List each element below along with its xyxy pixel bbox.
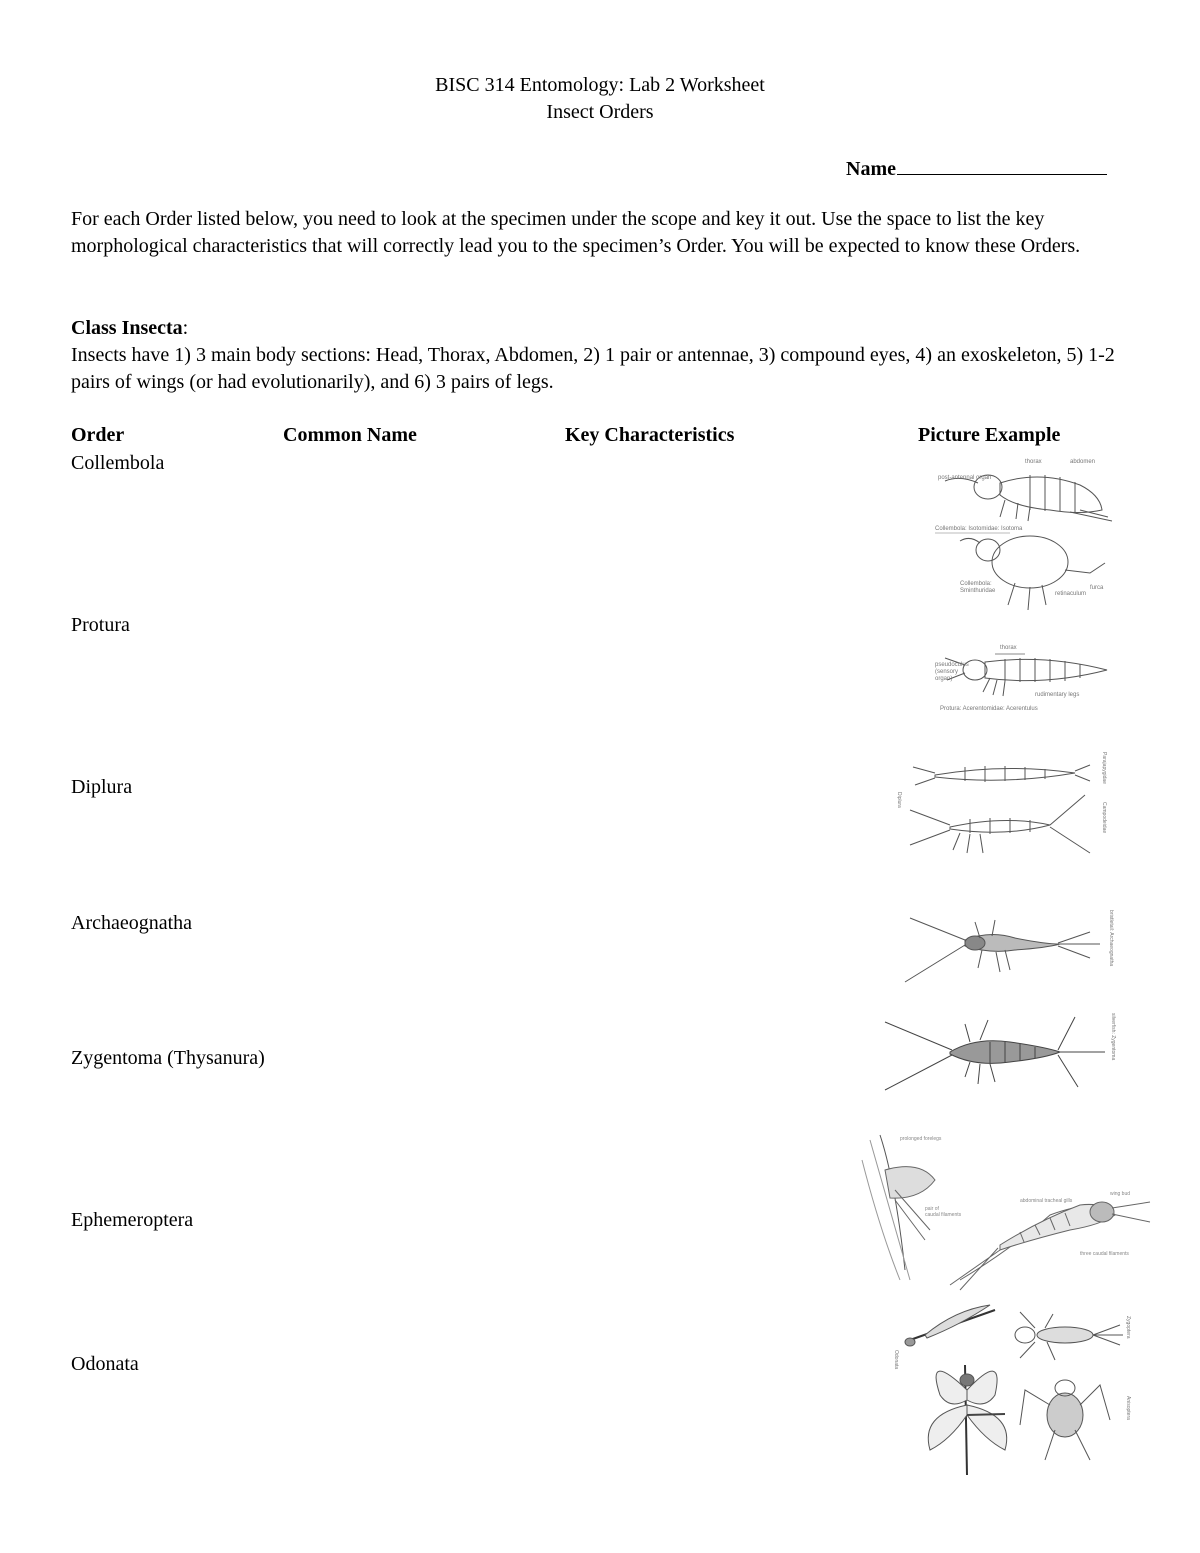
svg-text:wing bud: wing bud [1110,1191,1131,1197]
dipluran-illustration-icon [895,745,1120,860]
class-heading-label: Class Insecta [71,317,183,339]
svg-text:Sminthuridae: Sminthuridae [960,588,996,594]
svg-text:Zygoptera: Zygoptera [1125,1316,1131,1339]
class-heading [71,315,1131,342]
svg-text:three caudal filaments: three caudal filaments [1080,1251,1129,1257]
column-header-key-characteristics: Key Characteristics [565,424,735,446]
silverfish-illustration-icon [880,1012,1125,1097]
svg-text:caudal filaments: caudal filaments [925,1212,962,1218]
svg-text:(sensory: (sensory [935,669,959,675]
order-name-odonata: Odonata [71,1353,139,1375]
worksheet-title: BISC 314 Entomology: Lab 2 Worksheet [435,74,765,96]
dragonfly-illustration-icon [895,1300,1135,1480]
order-name-protura: Protura [71,614,130,636]
bristletail-illustration-icon [900,910,1120,990]
svg-text:Anisoptera: Anisoptera [1125,1396,1131,1420]
svg-text:Protura: Acerentomidae: Aceren: Protura: Acerentomidae: Acerentulus [940,706,1038,712]
name-blank[interactable] [897,154,1107,175]
order-name-archaeognatha: Archaeognatha [71,912,193,934]
svg-text:Campodeidae: Campodeidae [1101,802,1107,834]
mayfly-illustration-icon [850,1130,1160,1290]
order-name-collembola: Collembola [71,452,165,474]
svg-text:organ): organ) [935,676,953,682]
svg-text:bristletail: Archaeognatha: bristletail: Archaeognatha [1108,910,1114,967]
class-heading-colon: : [182,317,189,339]
svg-text:Parajapygidae: Parajapygidae [1101,752,1107,784]
svg-text:Collembola: Isotomidae: Isotom: Collembola: Isotomidae: Isotoma [935,526,1023,532]
svg-text:rudimentary legs: rudimentary legs [1035,692,1080,698]
svg-text:furca: furca [1090,585,1104,591]
order-name-diplura: Diplura [71,776,133,798]
worksheet-subtitle: Insect Orders [546,101,654,123]
svg-text:Odonata: Odonata [893,1350,899,1370]
svg-text:thorax: thorax [1025,459,1042,465]
svg-text:Collembola:: Collembola: [960,581,992,587]
column-header-picture-example: Picture Example [918,424,1061,446]
proturan-illustration-icon [935,640,1115,715]
svg-text:silverfish: Zygentoma: silverfish: Zygentoma [1110,1013,1116,1061]
order-name-ephemeroptera: Ephemeroptera [71,1209,194,1231]
svg-text:pair of: pair of [925,1206,939,1212]
instructions-paragraph: For each Order listed below, you need to look at the specimen under the scope and key it out. Use the space to list the key morphological characteristics that will correctly lead you to the specimen’s Order. You will be expected to know these Orders. [71,208,1081,257]
svg-text:prolonged forelegs: prolonged forelegs [900,1136,942,1142]
svg-text:abdominal tracheal gills: abdominal tracheal gills [1020,1198,1073,1204]
column-header-order: Order [71,424,125,446]
svg-text:pseudoculus: pseudoculus [935,662,969,668]
order-name-zygentoma: Zygentoma (Thysanura) [71,1047,265,1069]
column-header-common-name: Common Name [283,424,417,446]
svg-text:post-antennal organ: post-antennal organ [938,475,992,481]
name-label: Name [846,158,896,180]
svg-text:Diplura: Diplura [896,792,902,808]
name-field[interactable] [846,154,1107,181]
svg-text:thorax: thorax [1000,645,1017,651]
svg-text:abdomen: abdomen [1070,459,1096,465]
springtail-illustration-icon [930,455,1120,615]
svg-text:retinaculum: retinaculum [1055,591,1087,597]
class-description: Insects have 1) 3 main body sections: Head, Thorax, Abdomen, 2) 1 pair or antennae, 3) compound eyes, 4) an exoskeleton, 5) 1-2 pairs of wings (or had evolutionarily), and 6) 3 pairs of legs. [71,344,1115,393]
